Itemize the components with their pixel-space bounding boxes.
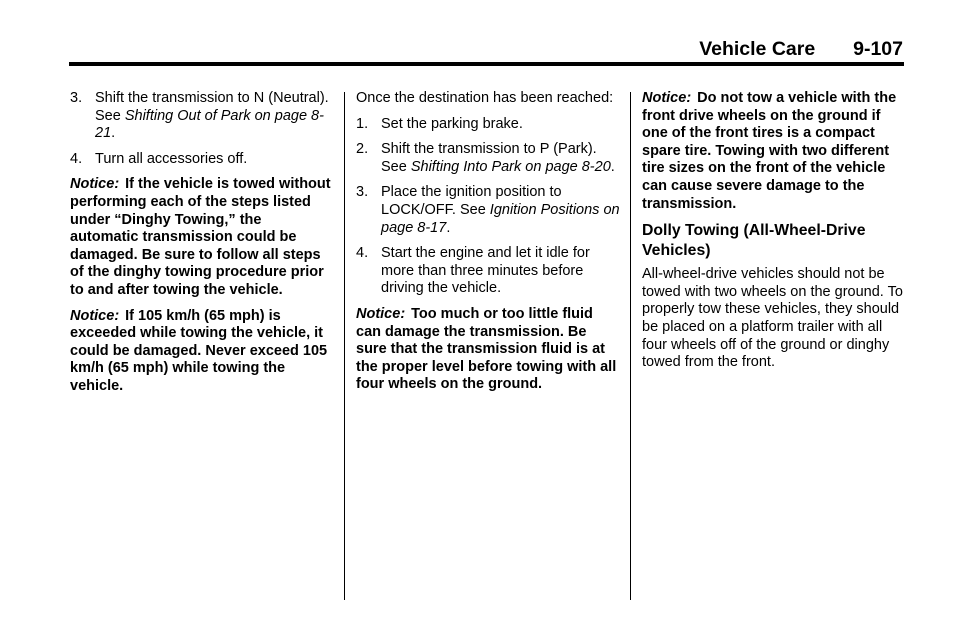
cross-reference: Ignition Positions on page 8-17 bbox=[381, 201, 620, 236]
item-body: Shift the transmission to N (Neutral). See bbox=[95, 90, 329, 124]
section-title: Vehicle Care bbox=[699, 38, 816, 60]
item-body: Place the ignition position to LOCK/OFF. See bbox=[381, 184, 562, 218]
page-number: 9-107 bbox=[853, 38, 903, 60]
list-item bbox=[70, 151, 332, 169]
notice-text: Do not tow a vehicle with the front drive wheels on the ground if one of the front tires is a compact spare tire. Towing with two different tire sizes on the front of the vehicle can cause severe damage to the transmission. bbox=[642, 90, 897, 212]
column-2 bbox=[356, 90, 620, 402]
notice-block bbox=[642, 90, 904, 213]
item-text: Set the parking brake. bbox=[381, 115, 523, 132]
notice-label: Notice: bbox=[70, 307, 120, 324]
item-number: 4. bbox=[356, 245, 369, 262]
column-divider-left bbox=[344, 92, 345, 600]
notice-label: Notice: bbox=[356, 305, 406, 322]
item-text: Start the engine and let it idle for more than three minutes before driving the vehicle. bbox=[381, 245, 590, 297]
item-number: 3. bbox=[70, 90, 83, 106]
notice-text: If 105 km/h (65 mph) is exceeded while towing the vehicle, it could be damaged. Never exceed 105 km/h (65 mph) while towing the vehicle. bbox=[70, 307, 328, 394]
notice-block bbox=[70, 308, 332, 396]
notice-label: Notice: bbox=[70, 176, 120, 193]
column-3 bbox=[642, 90, 904, 380]
intro-paragraph: Once the destination has been reached: bbox=[356, 90, 614, 106]
cross-reference: Shifting Into Park on page 8-20 bbox=[410, 158, 611, 175]
list-item bbox=[356, 245, 620, 298]
item-number: 2. bbox=[356, 141, 369, 158]
item-text bbox=[381, 184, 620, 237]
list-item bbox=[356, 184, 620, 237]
item-number: 4. bbox=[70, 150, 83, 167]
header-rule bbox=[69, 62, 904, 66]
item-text bbox=[381, 141, 620, 176]
notice-label: Notice: bbox=[642, 90, 692, 106]
item-tail: . bbox=[111, 125, 116, 142]
item-body: Shift the transmission to P (Park). See bbox=[381, 141, 597, 175]
notice-block bbox=[356, 306, 620, 394]
item-number: 3. bbox=[356, 184, 369, 201]
item-tail: . bbox=[610, 158, 615, 175]
item-text bbox=[95, 90, 332, 143]
body-paragraph: All-wheel-drive vehicles should not be towed with two wheels on the ground. To properly tow these vehicles, they should be placed on a platform trailer with all four wheels off of the ground or dinghy towed from the front. bbox=[642, 266, 903, 371]
column-divider-right bbox=[630, 92, 631, 600]
list-item bbox=[70, 90, 332, 143]
list-item bbox=[356, 141, 620, 176]
page-header bbox=[620, 38, 903, 61]
item-number: 1. bbox=[356, 115, 369, 132]
notice-text: If the vehicle is towed without performing each of the steps listed under “Dinghy Towing,” the automatic transmission could be damaged. Be sure to follow all steps of the dinghy towing procedure prior to and after towing the vehicle. bbox=[70, 176, 331, 298]
item-tail: . bbox=[446, 219, 451, 236]
section-heading: Dolly Towing (All-Wheel-Drive Vehicles) bbox=[642, 222, 866, 259]
cross-reference: Shifting Out of Park on page 8-21 bbox=[95, 107, 324, 142]
notice-text: Too much or too little fluid can damage the transmission. Be sure that the transmission fluid is at the proper level before towing with all four wheels on the ground. bbox=[356, 305, 617, 393]
column-1 bbox=[70, 90, 332, 404]
notice-block bbox=[70, 176, 332, 299]
list-item bbox=[356, 116, 620, 134]
item-text: Turn all accessories off. bbox=[95, 150, 248, 167]
